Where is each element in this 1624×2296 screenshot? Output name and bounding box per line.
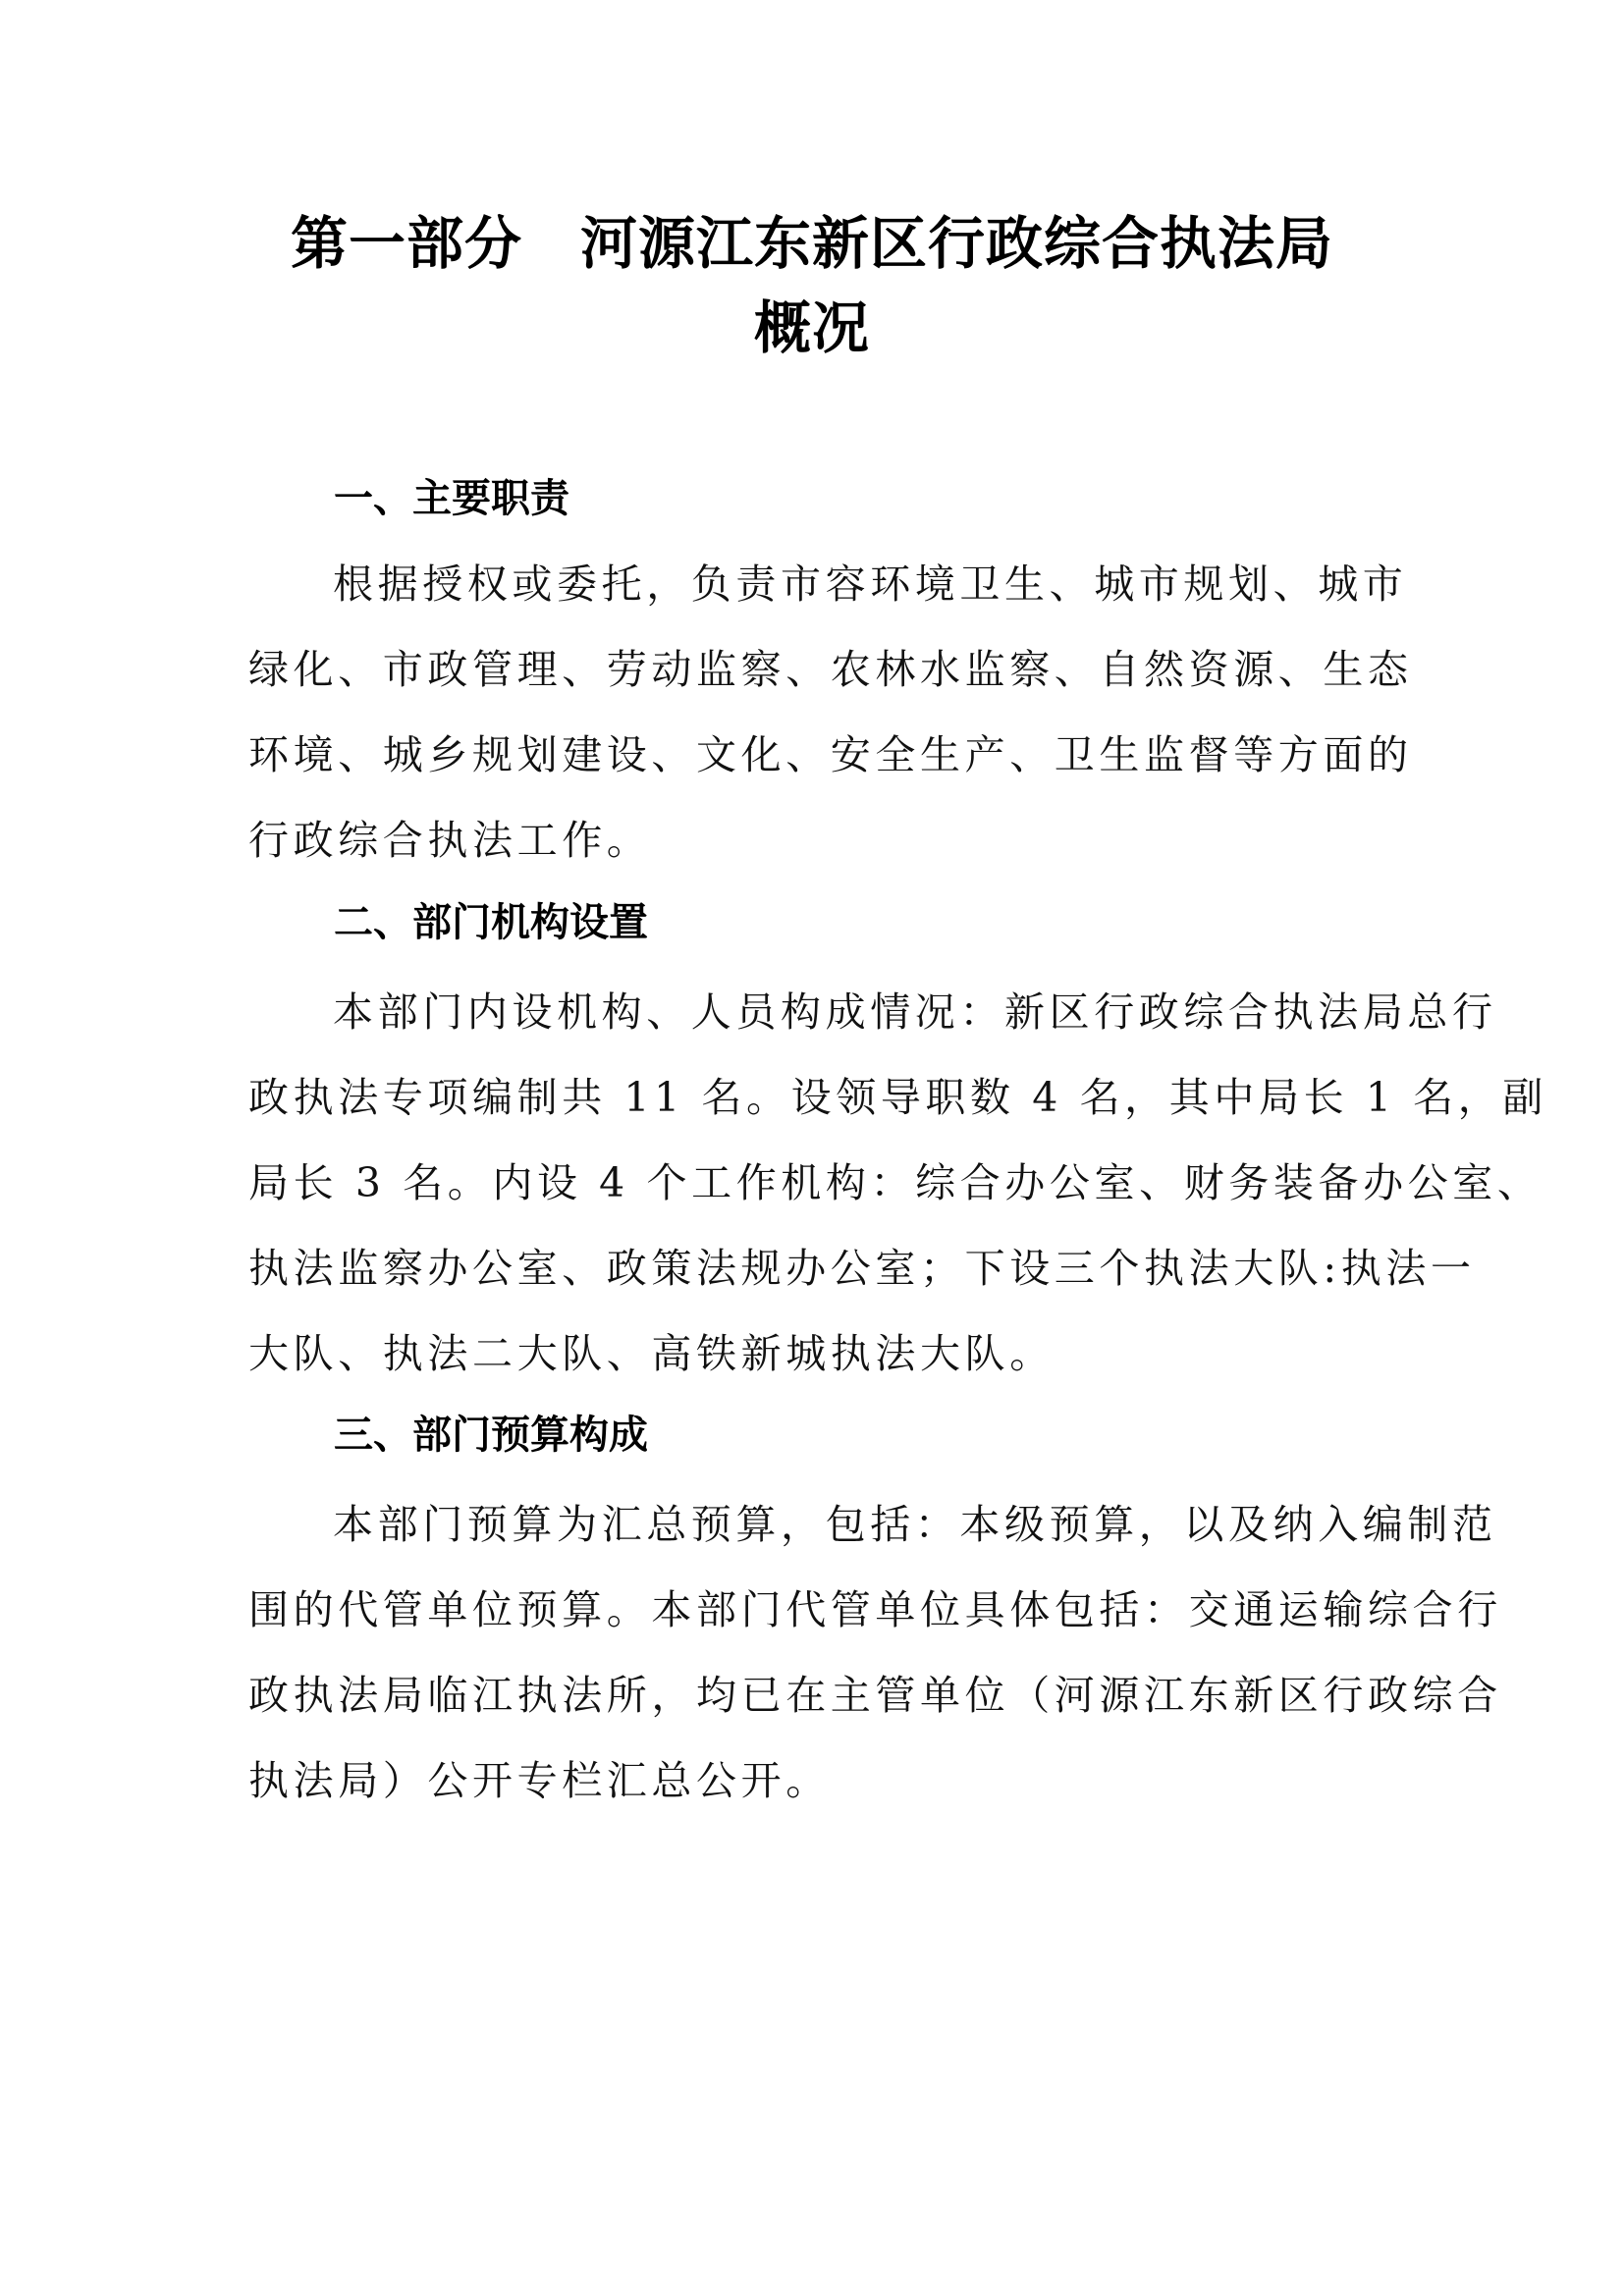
title-line-2: 概况 bbox=[753, 294, 870, 361]
body-line: 本部门预算为汇总预算，包括：本级预算，以及纳入编制范 bbox=[333, 1501, 1497, 1548]
body-line: 行政综合执法工作。 bbox=[248, 817, 652, 864]
section-heading-structure: 二、部门机构设置 bbox=[334, 900, 648, 945]
body-line: 绿化、市政管理、劳动监察、农林水监察、自然资源、生态 bbox=[248, 646, 1413, 693]
section-body-duties bbox=[248, 542, 1413, 883]
body-line: 政执法局临江执法所，均已在主管单位（河源江东新区行政综合 bbox=[248, 1672, 1502, 1719]
body-line: 执法监察办公室、政策法规办公室；下设三个执法大队:执法一 bbox=[248, 1245, 1476, 1292]
body-line: 局长 3 名。内设 4 个工作机构：综合办公室、财务装备办公室、 bbox=[248, 1159, 1543, 1206]
body-line: 政执法专项编制共 11 名。设领导职数 4 名，其中局长 1 名，副 bbox=[248, 1074, 1547, 1121]
body-line: 大队、执法二大队、高铁新城执法大队。 bbox=[248, 1330, 1055, 1377]
body-line: 围的代管单位预算。本部门代管单位具体包括：交通运输综合行 bbox=[248, 1586, 1502, 1633]
title-line-1: 第一部分 河源江东新区行政综合执法局 bbox=[290, 210, 1333, 277]
body-line: 执法局）公开专栏汇总公开。 bbox=[248, 1757, 831, 1804]
section-body-budget bbox=[248, 1482, 1502, 1824]
body-line: 环境、城乡规划建设、文化、安全生产、卫生监督等方面的 bbox=[248, 731, 1413, 778]
section-body-structure bbox=[248, 970, 1547, 1397]
section-heading-duties: 一、主要职责 bbox=[334, 476, 569, 521]
section-heading-budget: 三、部门预算构成 bbox=[334, 1413, 648, 1458]
page-title bbox=[245, 201, 1379, 370]
body-line: 本部门内设机构、人员构成情况：新区行政综合执法局总行 bbox=[333, 988, 1497, 1036]
body-line: 根据授权或委托，负责市容环境卫生、城市规划、城市 bbox=[333, 561, 1408, 608]
